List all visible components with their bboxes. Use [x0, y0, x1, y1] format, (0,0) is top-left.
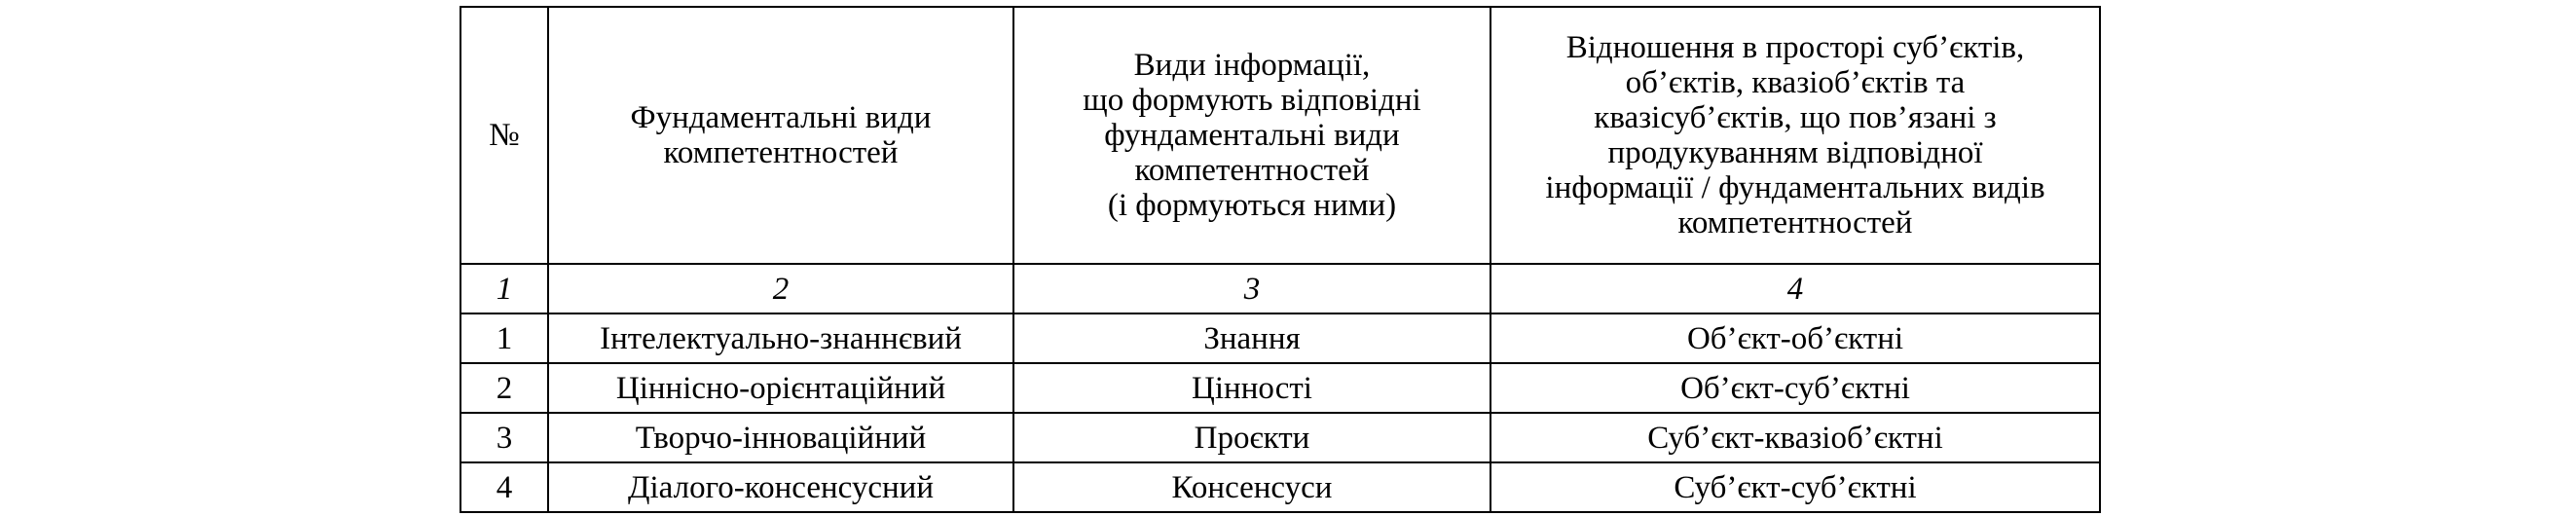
table-row [460, 462, 2100, 512]
relation-type: Суб’єкт-суб’єктні [1490, 462, 2100, 512]
header-competence-types: Фундаментальні види компетентностей [548, 7, 1013, 264]
row-number: 4 [460, 462, 548, 512]
header-relations: Відношення в просторі суб’єктів, об’єктів, квазіоб’єктів та квазісуб’єктів, що пов’язані з продукуванням відповідної інформації / фундаментальних видів компетентностей [1490, 7, 2100, 264]
information-type: Проєкти [1013, 413, 1490, 462]
table-row [460, 313, 2100, 363]
column-number: 3 [1013, 264, 1490, 313]
relation-type: Суб’єкт-квазіоб’єктні [1490, 413, 2100, 462]
competencies-table [460, 6, 2101, 513]
relation-type: Об’єкт-об’єктні [1490, 313, 2100, 363]
row-number: 3 [460, 413, 548, 462]
information-type: Консенсуси [1013, 462, 1490, 512]
header-row [460, 7, 2100, 264]
column-number-row [460, 264, 2100, 313]
column-number: 1 [460, 264, 548, 313]
column-number: 4 [1490, 264, 2100, 313]
competence-type: Діалого-консенсусний [548, 462, 1013, 512]
header-information-types: Види інформації, що формують відповідні фундаментальні види компетентностей (і формуються ними) [1013, 7, 1490, 264]
competence-type: Ціннісно-орієнтаційний [548, 363, 1013, 413]
information-type: Цінності [1013, 363, 1490, 413]
table-row [460, 413, 2100, 462]
relation-type: Об’єкт-суб’єктні [1490, 363, 2100, 413]
column-number: 2 [548, 264, 1013, 313]
information-type: Знання [1013, 313, 1490, 363]
competence-type: Інтелектуально-знаннєвий [548, 313, 1013, 363]
header-number: № [460, 7, 548, 264]
row-number: 2 [460, 363, 548, 413]
competence-type: Творчо-інноваційний [548, 413, 1013, 462]
row-number: 1 [460, 313, 548, 363]
table-row [460, 363, 2100, 413]
